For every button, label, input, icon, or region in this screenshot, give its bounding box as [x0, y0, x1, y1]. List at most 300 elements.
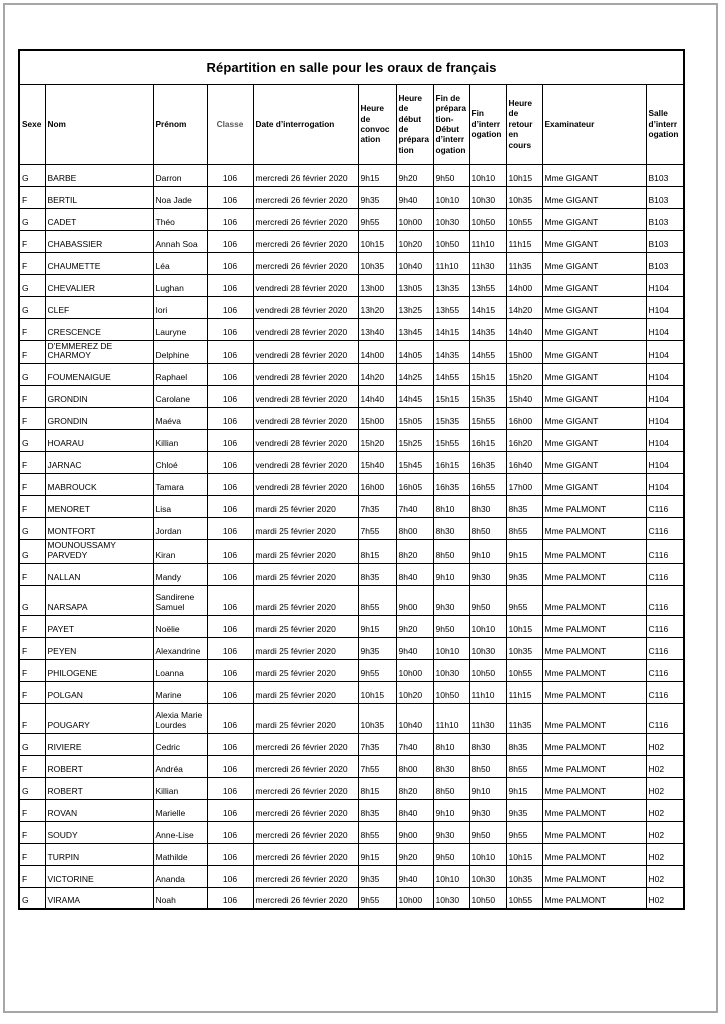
table-row [19, 408, 684, 430]
cell-nom: GRONDIN [45, 386, 153, 408]
cell-salle_interrogation: H02 [646, 733, 684, 755]
page-title: Répartition en salle pour les oraux de français [19, 50, 684, 84]
cell-fin_preparation_debut_interrogation: 10h30 [433, 659, 469, 681]
cell-prenom: Carolane [153, 386, 207, 408]
cell-heure_retour_en_cours: 10h55 [506, 659, 542, 681]
cell-date_interrogation: vendredi 28 février 2020 [253, 296, 358, 318]
cell-fin_interrogation: 16h35 [469, 452, 506, 474]
cell-sexe: F [19, 230, 45, 252]
cell-examinateur: Mme PALMONT [542, 585, 646, 615]
cell-fin_preparation_debut_interrogation: 8h50 [433, 540, 469, 564]
cell-sexe: G [19, 518, 45, 540]
table-row [19, 703, 684, 733]
cell-sexe: G [19, 274, 45, 296]
cell-heure_convocation: 8h15 [358, 777, 396, 799]
cell-salle_interrogation: H02 [646, 821, 684, 843]
cell-fin_interrogation: 10h50 [469, 659, 506, 681]
cell-fin_interrogation: 9h10 [469, 540, 506, 564]
repartition-table [18, 49, 685, 910]
cell-salle_interrogation: H104 [646, 340, 684, 364]
cell-date_interrogation: mercredi 26 février 2020 [253, 843, 358, 865]
cell-salle_interrogation: H104 [646, 408, 684, 430]
cell-heure_retour_en_cours: 9h15 [506, 777, 542, 799]
cell-salle_interrogation: C116 [646, 681, 684, 703]
cell-heure_retour_en_cours: 8h55 [506, 518, 542, 540]
cell-heure_debut_preparation: 9h40 [396, 637, 433, 659]
cell-nom: VICTORINE [45, 865, 153, 887]
cell-examinateur: Mme PALMONT [542, 496, 646, 518]
cell-fin_interrogation: 10h30 [469, 186, 506, 208]
cell-heure_convocation: 9h35 [358, 186, 396, 208]
cell-fin_interrogation: 10h50 [469, 887, 506, 909]
cell-heure_retour_en_cours: 16h20 [506, 430, 542, 452]
cell-sexe: G [19, 733, 45, 755]
cell-heure_debut_preparation: 8h40 [396, 563, 433, 585]
cell-nom: ROVAN [45, 799, 153, 821]
cell-prenom: Loanna [153, 659, 207, 681]
cell-examinateur: Mme GIGANT [542, 296, 646, 318]
cell-salle_interrogation: H104 [646, 430, 684, 452]
cell-fin_interrogation: 16h55 [469, 474, 506, 496]
cell-heure_convocation: 15h20 [358, 430, 396, 452]
cell-fin_preparation_debut_interrogation: 15h15 [433, 386, 469, 408]
cell-examinateur: Mme GIGANT [542, 408, 646, 430]
cell-prenom: Iori [153, 296, 207, 318]
cell-fin_preparation_debut_interrogation: 13h55 [433, 296, 469, 318]
cell-examinateur: Mme GIGANT [542, 274, 646, 296]
cell-fin_preparation_debut_interrogation: 8h10 [433, 496, 469, 518]
cell-heure_retour_en_cours: 9h55 [506, 821, 542, 843]
cell-fin_preparation_debut_interrogation: 9h50 [433, 843, 469, 865]
cell-heure_convocation: 13h20 [358, 296, 396, 318]
cell-heure_retour_en_cours: 16h40 [506, 452, 542, 474]
cell-classe: 106 [207, 496, 253, 518]
cell-nom: NALLAN [45, 563, 153, 585]
column-header-nom: Nom [45, 84, 153, 164]
cell-heure_debut_preparation: 13h05 [396, 274, 433, 296]
cell-nom: MONTFORT [45, 518, 153, 540]
cell-nom: MABROUCK [45, 474, 153, 496]
cell-fin_interrogation: 10h10 [469, 164, 506, 186]
cell-salle_interrogation: H02 [646, 755, 684, 777]
cell-heure_retour_en_cours: 10h15 [506, 164, 542, 186]
cell-nom: MOUNOUSSAMY PARVEDY [45, 540, 153, 564]
cell-examinateur: Mme PALMONT [542, 540, 646, 564]
cell-heure_convocation: 14h20 [358, 364, 396, 386]
cell-sexe: G [19, 430, 45, 452]
cell-date_interrogation: mardi 25 février 2020 [253, 703, 358, 733]
table-row [19, 296, 684, 318]
cell-classe: 106 [207, 474, 253, 496]
cell-prenom: Raphael [153, 364, 207, 386]
table-title-row [19, 50, 684, 84]
cell-heure_convocation: 9h15 [358, 164, 396, 186]
cell-fin_interrogation: 14h35 [469, 318, 506, 340]
cell-heure_convocation: 14h00 [358, 340, 396, 364]
cell-examinateur: Mme PALMONT [542, 799, 646, 821]
cell-nom: MENORET [45, 496, 153, 518]
cell-sexe: F [19, 252, 45, 274]
cell-examinateur: Mme PALMONT [542, 865, 646, 887]
cell-heure_debut_preparation: 8h00 [396, 518, 433, 540]
column-header-classe: Classe [207, 84, 253, 164]
cell-salle_interrogation: H02 [646, 843, 684, 865]
cell-nom: POLGAN [45, 681, 153, 703]
cell-fin_preparation_debut_interrogation: 10h50 [433, 230, 469, 252]
cell-heure_debut_preparation: 9h20 [396, 843, 433, 865]
cell-heure_retour_en_cours: 16h00 [506, 408, 542, 430]
cell-heure_retour_en_cours: 14h40 [506, 318, 542, 340]
cell-heure_retour_en_cours: 9h35 [506, 799, 542, 821]
cell-classe: 106 [207, 430, 253, 452]
cell-date_interrogation: mardi 25 février 2020 [253, 659, 358, 681]
cell-classe: 106 [207, 821, 253, 843]
cell-examinateur: Mme GIGANT [542, 186, 646, 208]
cell-heure_debut_preparation: 15h25 [396, 430, 433, 452]
cell-heure_debut_preparation: 9h00 [396, 585, 433, 615]
cell-date_interrogation: vendredi 28 février 2020 [253, 340, 358, 364]
cell-fin_preparation_debut_interrogation: 10h10 [433, 637, 469, 659]
table-row [19, 430, 684, 452]
cell-heure_convocation: 15h40 [358, 452, 396, 474]
cell-classe: 106 [207, 364, 253, 386]
cell-heure_convocation: 10h35 [358, 703, 396, 733]
cell-date_interrogation: mercredi 26 février 2020 [253, 777, 358, 799]
cell-salle_interrogation: B103 [646, 186, 684, 208]
cell-heure_debut_preparation: 14h25 [396, 364, 433, 386]
table-row [19, 518, 684, 540]
cell-prenom: Sandirene Samuel [153, 585, 207, 615]
cell-fin_preparation_debut_interrogation: 9h10 [433, 799, 469, 821]
cell-nom: RIVIERE [45, 733, 153, 755]
table-row [19, 681, 684, 703]
cell-heure_retour_en_cours: 17h00 [506, 474, 542, 496]
cell-salle_interrogation: C116 [646, 585, 684, 615]
cell-fin_interrogation: 14h15 [469, 296, 506, 318]
cell-classe: 106 [207, 208, 253, 230]
cell-examinateur: Mme PALMONT [542, 681, 646, 703]
cell-fin_interrogation: 13h55 [469, 274, 506, 296]
table-row [19, 340, 684, 364]
cell-classe: 106 [207, 518, 253, 540]
cell-nom: HOARAU [45, 430, 153, 452]
cell-fin_interrogation: 10h30 [469, 865, 506, 887]
cell-heure_debut_preparation: 10h20 [396, 230, 433, 252]
cell-classe: 106 [207, 681, 253, 703]
cell-nom: CHAUMETTE [45, 252, 153, 274]
table-row [19, 615, 684, 637]
column-header-date_interrogation: Date d’interrogation [253, 84, 358, 164]
cell-classe: 106 [207, 733, 253, 755]
column-header-sexe: Sexe [19, 84, 45, 164]
table-row [19, 496, 684, 518]
cell-sexe: F [19, 637, 45, 659]
cell-classe: 106 [207, 799, 253, 821]
cell-date_interrogation: mercredi 26 février 2020 [253, 252, 358, 274]
table-row [19, 585, 684, 615]
cell-heure_convocation: 10h35 [358, 252, 396, 274]
cell-heure_convocation: 8h15 [358, 540, 396, 564]
cell-heure_debut_preparation: 16h05 [396, 474, 433, 496]
cell-examinateur: Mme GIGANT [542, 230, 646, 252]
cell-examinateur: Mme PALMONT [542, 777, 646, 799]
cell-date_interrogation: mardi 25 février 2020 [253, 518, 358, 540]
cell-heure_retour_en_cours: 10h35 [506, 186, 542, 208]
cell-sexe: G [19, 364, 45, 386]
cell-nom: BARBE [45, 164, 153, 186]
cell-fin_interrogation: 11h10 [469, 681, 506, 703]
cell-classe: 106 [207, 865, 253, 887]
table-row [19, 452, 684, 474]
cell-sexe: F [19, 340, 45, 364]
cell-classe: 106 [207, 585, 253, 615]
cell-heure_debut_preparation: 8h20 [396, 540, 433, 564]
cell-heure_retour_en_cours: 11h35 [506, 252, 542, 274]
cell-heure_debut_preparation: 9h20 [396, 615, 433, 637]
cell-salle_interrogation: C116 [646, 496, 684, 518]
table-row [19, 318, 684, 340]
cell-date_interrogation: mercredi 26 février 2020 [253, 208, 358, 230]
cell-classe: 106 [207, 340, 253, 364]
cell-fin_preparation_debut_interrogation: 10h30 [433, 208, 469, 230]
cell-classe: 106 [207, 703, 253, 733]
cell-fin_interrogation: 15h35 [469, 386, 506, 408]
cell-heure_retour_en_cours: 11h15 [506, 230, 542, 252]
cell-nom: SOUDY [45, 821, 153, 843]
cell-fin_preparation_debut_interrogation: 8h50 [433, 777, 469, 799]
cell-fin_interrogation: 15h15 [469, 364, 506, 386]
cell-sexe: F [19, 496, 45, 518]
cell-salle_interrogation: C116 [646, 540, 684, 564]
cell-heure_retour_en_cours: 15h20 [506, 364, 542, 386]
cell-salle_interrogation: H02 [646, 777, 684, 799]
cell-sexe: F [19, 659, 45, 681]
cell-examinateur: Mme GIGANT [542, 474, 646, 496]
cell-heure_retour_en_cours: 10h15 [506, 843, 542, 865]
cell-fin_preparation_debut_interrogation: 11h10 [433, 703, 469, 733]
table-row [19, 164, 684, 186]
cell-examinateur: Mme PALMONT [542, 821, 646, 843]
cell-nom: TURPIN [45, 843, 153, 865]
cell-salle_interrogation: C116 [646, 659, 684, 681]
cell-sexe: F [19, 186, 45, 208]
cell-sexe: F [19, 799, 45, 821]
cell-nom: ROBERT [45, 755, 153, 777]
table-row [19, 843, 684, 865]
cell-classe: 106 [207, 164, 253, 186]
cell-heure_retour_en_cours: 9h15 [506, 540, 542, 564]
cell-fin_preparation_debut_interrogation: 15h55 [433, 430, 469, 452]
table-row [19, 777, 684, 799]
cell-heure_convocation: 13h40 [358, 318, 396, 340]
cell-heure_debut_preparation: 10h20 [396, 681, 433, 703]
cell-sexe: F [19, 615, 45, 637]
cell-examinateur: Mme GIGANT [542, 430, 646, 452]
cell-prenom: Léa [153, 252, 207, 274]
cell-fin_preparation_debut_interrogation: 9h50 [433, 615, 469, 637]
cell-heure_debut_preparation: 14h45 [396, 386, 433, 408]
cell-fin_interrogation: 10h10 [469, 843, 506, 865]
cell-classe: 106 [207, 659, 253, 681]
cell-examinateur: Mme PALMONT [542, 703, 646, 733]
cell-sexe: G [19, 296, 45, 318]
cell-heure_retour_en_cours: 10h35 [506, 637, 542, 659]
cell-nom: JARNAC [45, 452, 153, 474]
cell-sexe: G [19, 777, 45, 799]
cell-heure_debut_preparation: 13h25 [396, 296, 433, 318]
cell-salle_interrogation: H02 [646, 887, 684, 909]
cell-heure_debut_preparation: 7h40 [396, 733, 433, 755]
cell-prenom: Marielle [153, 799, 207, 821]
cell-classe: 106 [207, 887, 253, 909]
table-row [19, 386, 684, 408]
cell-heure_convocation: 15h00 [358, 408, 396, 430]
cell-fin_preparation_debut_interrogation: 8h10 [433, 733, 469, 755]
cell-heure_retour_en_cours: 14h20 [506, 296, 542, 318]
cell-fin_interrogation: 9h50 [469, 821, 506, 843]
cell-fin_preparation_debut_interrogation: 9h30 [433, 585, 469, 615]
cell-heure_convocation: 13h00 [358, 274, 396, 296]
cell-prenom: Lisa [153, 496, 207, 518]
cell-classe: 106 [207, 296, 253, 318]
cell-sexe: F [19, 563, 45, 585]
table-row [19, 637, 684, 659]
cell-fin_preparation_debut_interrogation: 10h10 [433, 865, 469, 887]
cell-date_interrogation: mardi 25 février 2020 [253, 585, 358, 615]
table-row [19, 540, 684, 564]
cell-prenom: Killian [153, 430, 207, 452]
cell-heure_debut_preparation: 9h40 [396, 186, 433, 208]
column-header-prenom: Prénom [153, 84, 207, 164]
cell-sexe: F [19, 843, 45, 865]
cell-heure_convocation: 9h55 [358, 208, 396, 230]
cell-classe: 106 [207, 252, 253, 274]
cell-prenom: Mathilde [153, 843, 207, 865]
cell-examinateur: Mme GIGANT [542, 340, 646, 364]
cell-fin_preparation_debut_interrogation: 14h55 [433, 364, 469, 386]
cell-fin_preparation_debut_interrogation: 11h10 [433, 252, 469, 274]
cell-date_interrogation: mercredi 26 février 2020 [253, 164, 358, 186]
cell-heure_debut_preparation: 15h45 [396, 452, 433, 474]
cell-date_interrogation: mercredi 26 février 2020 [253, 186, 358, 208]
table-row [19, 364, 684, 386]
cell-heure_debut_preparation: 10h40 [396, 703, 433, 733]
cell-sexe: G [19, 540, 45, 564]
cell-nom: CLEF [45, 296, 153, 318]
cell-date_interrogation: mercredi 26 février 2020 [253, 821, 358, 843]
cell-prenom: Chloé [153, 452, 207, 474]
cell-heure_debut_preparation: 9h00 [396, 821, 433, 843]
cell-date_interrogation: vendredi 28 février 2020 [253, 274, 358, 296]
column-header-salle_interrogation: Salle d’interrogation [646, 84, 684, 164]
cell-fin_interrogation: 9h50 [469, 585, 506, 615]
cell-examinateur: Mme GIGANT [542, 364, 646, 386]
cell-heure_convocation: 9h35 [358, 865, 396, 887]
cell-salle_interrogation: H104 [646, 452, 684, 474]
cell-date_interrogation: mercredi 26 février 2020 [253, 230, 358, 252]
cell-fin_preparation_debut_interrogation: 10h50 [433, 681, 469, 703]
cell-heure_retour_en_cours: 14h00 [506, 274, 542, 296]
cell-heure_debut_preparation: 10h00 [396, 887, 433, 909]
cell-fin_preparation_debut_interrogation: 15h35 [433, 408, 469, 430]
cell-fin_preparation_debut_interrogation: 8h30 [433, 518, 469, 540]
cell-fin_preparation_debut_interrogation: 16h35 [433, 474, 469, 496]
cell-examinateur: Mme PALMONT [542, 637, 646, 659]
cell-examinateur: Mme PALMONT [542, 887, 646, 909]
cell-prenom: Cedric [153, 733, 207, 755]
table-row [19, 887, 684, 909]
cell-fin_preparation_debut_interrogation: 9h50 [433, 164, 469, 186]
cell-date_interrogation: mercredi 26 février 2020 [253, 887, 358, 909]
cell-fin_interrogation: 9h30 [469, 799, 506, 821]
cell-prenom: Mandy [153, 563, 207, 585]
cell-salle_interrogation: C116 [646, 615, 684, 637]
cell-sexe: F [19, 681, 45, 703]
cell-heure_convocation: 10h15 [358, 230, 396, 252]
cell-salle_interrogation: B103 [646, 208, 684, 230]
cell-sexe: F [19, 703, 45, 733]
cell-examinateur: Mme GIGANT [542, 386, 646, 408]
cell-heure_debut_preparation: 9h20 [396, 164, 433, 186]
column-header-examinateur: Examinateur [542, 84, 646, 164]
cell-heure_convocation: 10h15 [358, 681, 396, 703]
cell-classe: 106 [207, 777, 253, 799]
cell-classe: 106 [207, 563, 253, 585]
cell-fin_interrogation: 8h30 [469, 733, 506, 755]
cell-fin_preparation_debut_interrogation: 10h10 [433, 186, 469, 208]
cell-date_interrogation: mercredi 26 février 2020 [253, 799, 358, 821]
cell-prenom: Alexia Marie Lourdes [153, 703, 207, 733]
column-header-heure_convocation: Heure de convocation [358, 84, 396, 164]
cell-prenom: Annah Soa [153, 230, 207, 252]
cell-examinateur: Mme PALMONT [542, 733, 646, 755]
cell-heure_convocation: 9h55 [358, 659, 396, 681]
cell-prenom: Darron [153, 164, 207, 186]
cell-classe: 106 [207, 540, 253, 564]
cell-classe: 106 [207, 274, 253, 296]
table-row [19, 865, 684, 887]
cell-heure_debut_preparation: 8h40 [396, 799, 433, 821]
cell-heure_retour_en_cours: 8h35 [506, 733, 542, 755]
cell-heure_retour_en_cours: 8h35 [506, 496, 542, 518]
cell-examinateur: Mme GIGANT [542, 252, 646, 274]
cell-fin_interrogation: 11h10 [469, 230, 506, 252]
cell-classe: 106 [207, 408, 253, 430]
cell-date_interrogation: mardi 25 février 2020 [253, 637, 358, 659]
cell-heure_retour_en_cours: 10h35 [506, 865, 542, 887]
column-header-fin_interrogation: Fin d’interrogation [469, 84, 506, 164]
cell-classe: 106 [207, 637, 253, 659]
cell-salle_interrogation: H104 [646, 474, 684, 496]
cell-heure_retour_en_cours: 11h35 [506, 703, 542, 733]
cell-salle_interrogation: H02 [646, 865, 684, 887]
cell-date_interrogation: vendredi 28 février 2020 [253, 474, 358, 496]
cell-prenom: Marine [153, 681, 207, 703]
cell-heure_retour_en_cours: 15h40 [506, 386, 542, 408]
cell-fin_interrogation: 10h50 [469, 208, 506, 230]
cell-date_interrogation: vendredi 28 février 2020 [253, 430, 358, 452]
cell-fin_preparation_debut_interrogation: 16h15 [433, 452, 469, 474]
cell-sexe: G [19, 164, 45, 186]
cell-nom: BERTIL [45, 186, 153, 208]
cell-heure_convocation: 8h35 [358, 563, 396, 585]
cell-prenom: Ananda [153, 865, 207, 887]
cell-date_interrogation: mercredi 26 février 2020 [253, 733, 358, 755]
cell-heure_convocation: 7h35 [358, 496, 396, 518]
cell-sexe: F [19, 865, 45, 887]
cell-prenom: Théo [153, 208, 207, 230]
cell-heure_debut_preparation: 9h40 [396, 865, 433, 887]
